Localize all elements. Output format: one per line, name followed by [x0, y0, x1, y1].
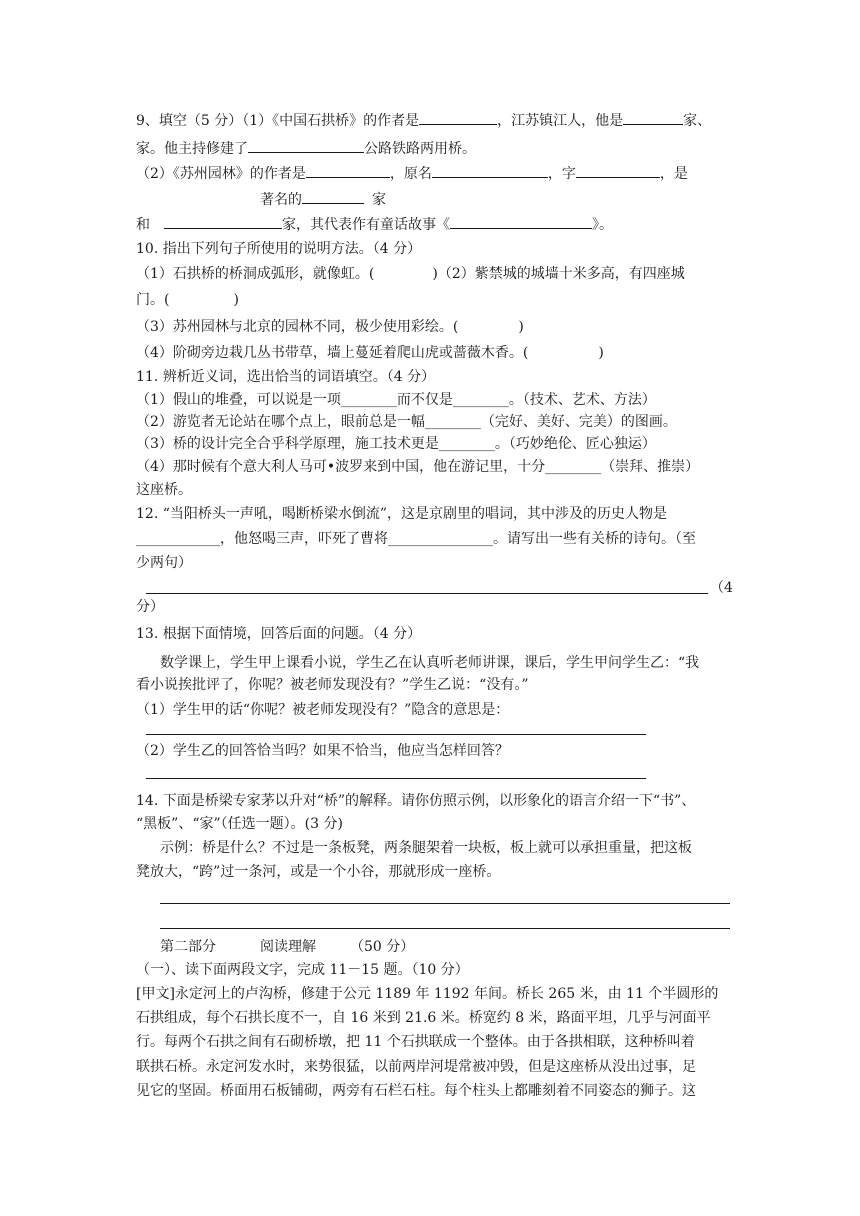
q13-answer-line-1: [146, 734, 646, 735]
q10-line4: [136, 344, 604, 362]
q9-line4-text-b: 家: [372, 192, 386, 208]
q9-line2-text-b: 公路铁路两用桥。: [364, 141, 476, 157]
q11-line5: 这座桥。: [136, 482, 192, 498]
q10-line3-a: （3）苏州园林与北京的园林不同，极少使用彩绘。(: [136, 319, 459, 335]
reading-line-3: 行。每两个石拱之间有石砌桥墩，把 11 个石拱联成一个整体。由于各拱相联，这种桥叫着: [136, 1034, 695, 1050]
q10-line1-b: )（2）紫禁城的城墙十米多高，有四座城: [432, 266, 685, 282]
q11-title: 11. 辨析近义词，选出恰当的词语填空。（4 分）: [136, 369, 436, 385]
q13-scenario-line1: 数学课上，学生甲上课看小说，学生乙在认真听老师讲课，课后，学生甲问学生乙：“我: [160, 655, 700, 671]
q9-blank-and: [164, 214, 282, 229]
q9-line2-text-a: 家。他主持修建了: [136, 141, 248, 157]
q9-line3-text-a: （2）《苏州园林》的作者是: [136, 166, 306, 182]
reading-title: （一）、读下面两段文字，完成 11－15 题。（10 分）: [136, 962, 469, 978]
reading-line-2: 石拱组成，每个石拱长度不一，自 16 米到 21.6 米。桥宽约 8 米，路面平坦，几乎与河面平: [136, 1010, 711, 1026]
q10-line1: [136, 265, 685, 283]
q12-line1: 12. “当阳桥头一声吼，喝断桥梁水倒流”，这是京剧里的唱词，其中涉及的历史人物是: [136, 506, 668, 522]
q9-line1: [136, 110, 711, 130]
q9-blank-fairytale: [450, 214, 592, 229]
q9-blank-original-name: [432, 163, 548, 178]
q9-blank-author2: [306, 163, 390, 178]
q9-line5: [136, 214, 613, 234]
reading-line-1: [甲文]永定河上的卢沟桥，修建于公元 1189 年 1192 年间。桥长 265 米，由 11 个半圆形的: [136, 986, 719, 1002]
q10-line2: [136, 291, 239, 309]
q9-line3-text-b: ，原名: [389, 166, 432, 182]
q10-line3: [136, 318, 524, 336]
q9-line5-text-a: 和: [136, 217, 150, 233]
q9-line1-text-a: 9、填空（5 分）（1）《中国石拱桥》的作者是: [136, 113, 420, 129]
q14-answer-line-1: [160, 903, 730, 904]
q9-blank-profession: [623, 110, 683, 125]
q14-example-line2: 凳放大，“跨”过一条河，或是一个小谷，那就形成一座桥。: [136, 864, 501, 880]
q10-line3-b: ): [518, 319, 524, 335]
q9-blank-author: [419, 110, 497, 125]
q12-line3: 少两句）: [136, 555, 192, 571]
q9-line3-text-d: ，是: [659, 166, 688, 182]
q10-title: 10. 指出下列句子所使用的说明方法。（4 分）: [136, 241, 422, 257]
q13-title: 13. 根据下面情境，回答后面的问题。（4 分）: [136, 626, 422, 642]
reading-line-5: 见它的坚固。桥面用石板铺砌，两旁有石栏石柱。每个柱头上都雕刻着不同姿态的狮子。这: [136, 1083, 696, 1099]
part2-label: 第二部分: [160, 939, 216, 955]
q9-line3-text-c: ，字: [547, 166, 576, 182]
q11-line1: （1）假山的堆叠，可以说是一项________而不仅是________。（技术、艺术、方法）: [136, 392, 656, 408]
q9-line4: [260, 189, 386, 209]
q12-answer-line: [146, 593, 708, 594]
q9-line5-text-c: 》。: [592, 217, 613, 233]
reading-line-4: 联拱石桥。永定河发水时，来势很猛，以前两岸河堤常被冲毁，但是这座桥从没出过事，足: [136, 1059, 696, 1075]
part2-title: 阅读理解: [260, 939, 316, 955]
q11-line3: （3）桥的设计完全合乎科学原理，施工技术更是________。（巧妙绝伦、匠心独运）: [136, 436, 656, 452]
q9-line3: [136, 163, 688, 183]
q14-line2: “黑板”、“家”（任选一题）。(3 分): [136, 816, 343, 832]
q13-subquestion-1: （1）学生甲的话“你呢？被老师发现没有？”隐含的意思是：: [136, 702, 510, 718]
q14-answer-line-2: [160, 928, 730, 929]
q12-line2: ____________，他怒喝三声，吓死了曹将_______________。请写出一些有关桥的诗句。（至: [136, 531, 696, 547]
q10-line1-a: （1）石拱桥的桥洞成弧形，就像虹。(: [136, 266, 375, 282]
q9-line5-text-b: 家，其代表作有童话故事《: [282, 217, 450, 233]
q9-blank-famous: [302, 189, 364, 204]
q12-score-a: （4: [710, 580, 733, 596]
q14-example-line1: 示例：桥是什么？不过是一条板凳，两条腿架着一块板，板上就可以承担重量，把这板: [160, 840, 692, 856]
q14-line1: 14. 下面是桥梁专家茅以升对“桥”的解释。请你仿照示例，以形象化的语言介绍一下“书”、: [136, 793, 696, 809]
part2-heading: [160, 938, 414, 956]
q10-line2-b: ): [233, 292, 239, 308]
q10-line4-b: ): [598, 345, 604, 361]
q10-line2-a: 门。(: [136, 292, 170, 308]
q9-line4-text-a: 著名的: [260, 192, 302, 208]
q13-subquestion-2: （2）学生乙的回答恰当吗？如果不恰当，他应当怎样回答？: [136, 743, 509, 759]
q12-score-b: 分）: [136, 599, 164, 615]
part2-score: （50 分）: [350, 939, 415, 955]
q11-line4: （4）那时候有个意大利人马可•波罗来到中国，他在游记里，十分________（崇拜、推崇）: [136, 459, 700, 475]
q10-line4-a: （4）阶砌旁边栽几丛书带草，墙上蔓延着爬山虎或蔷薇木香。(: [136, 345, 529, 361]
q9-blank-courtesy-name: [576, 163, 660, 178]
q9-line1-text-b: ，江苏镇江人，他是: [497, 113, 624, 129]
q9-line2: [136, 138, 476, 158]
q13-answer-line-2: [146, 778, 646, 779]
q13-scenario-line2: 看小说挨批评了，你呢？被老师发现没有？”学生乙说：“没有。”: [136, 677, 529, 693]
q11-line2: （2）游览者无论站在哪个点上，眼前总是一幅________（完好、美好、完美）的图画。: [136, 414, 677, 430]
q9-line1-text-c: 家、: [683, 113, 712, 129]
q9-blank-bridge: [248, 138, 364, 153]
